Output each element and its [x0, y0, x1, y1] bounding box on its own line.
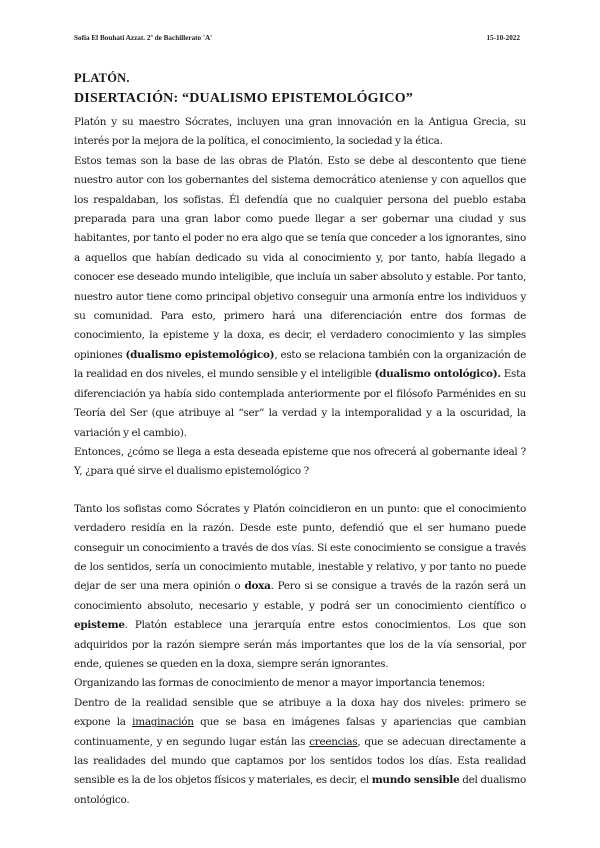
paragraph-sensible-text-2: que se basa en imágenes falsas y apariencias que cambian continuamente, y en segundo lugar están las [74, 716, 527, 748]
term-creencias: creencias [309, 735, 358, 748]
term-mundo-sensible: mundo sensible [371, 774, 460, 787]
paragraph-knowledge [74, 500, 526, 675]
paragraph-questions: Entonces, ¿cómo se llega a esta deseada episteme que nos ofrecerá al gobernante ideal ? Y, ¿para qué sirve el dualismo epistemológico ? [74, 445, 526, 478]
essay-body [74, 113, 526, 810]
paragraph-background-text-1: Estos temas son la base de las obras de Platón. Esto se debe al descontento que tiene nuestro autor con los gobernantes del sistema democrático ateniense y con aquellos que los respaldaban, los sofistas. Él defendía que no cualquier persona del pueblo estaba preparada para una gran labor como puede llegar a ser gobernar una ciudad y sus habitantes, por tanto el poder no era algo que se tenía que conceder a los ignorantes, sino a aquellos que habían dedicado su vida al conocimiento y, por tanto, había llegado a conocer ese deseado mundo inteligible, que incluía un saber absoluto y estable. Por tanto, nuestro autor tiene como principal objetivo conseguir una armonía entre los individuos y su comunidad. Para esto, primero hará una diferenciación entre dos formas de conocimiento, la episteme y la doxa, es decir, el verdadero conocimiento y las simples opiniones [74, 154, 526, 361]
paragraph-sensible-text-4: del dualismo ontológico. [74, 774, 526, 806]
paragraph-gap [74, 482, 526, 500]
paragraph-background [74, 152, 526, 443]
paragraph-background-text-2: , esto se relaciona también con la organización de la realidad en dos niveles, el mundo sensible y el inteligible [74, 348, 526, 381]
essay-title: DISERTACIÓN: “DUALISMO EPISTEMOLÓGICO” [74, 91, 414, 106]
term-dualismo-ontologico: (dualismo ontológico). [374, 368, 501, 381]
header-date: 15-10-2022 [486, 34, 520, 42]
paragraph-background-text-3: Esta diferenciación ya había sido contemplada anteriormente por el filósofo Parménides en su Teoría del Ser (que atribuye al “ser” la verdad y la intemporalidad y a la oscuridad, la variación y el cambio). [74, 368, 526, 439]
topic-title: PLATÓN. [74, 71, 130, 85]
header-author: Sofía El Bouhati Azzat. 2º de Bachillerato 'A' [74, 34, 213, 42]
paragraph-sensible [74, 694, 526, 810]
paragraph-sensible-text-1: Dentro de la realidad sensible que se atribuye a la doxa hay dos niveles: primero se expone la [74, 696, 526, 729]
term-dualismo-epistemologico: (dualismo epistemológico) [125, 348, 275, 361]
term-imaginacion: imaginación [132, 716, 194, 729]
paragraph-sensible-text-3: , que se adecuan directamente a las realidades del mundo que captamos por los sentidos todos los días. Esta realidad sensible es la de los objetos físicos y materiales, es decir, el [74, 735, 526, 787]
term-episteme: episteme [74, 619, 125, 632]
paragraph-knowledge-text-3: . Platón establece una jerarquía entre estos conocimientos. Los que son adquiridos por la razón siempre serán más importantes que los de la vía sensorial, por ende, quienes se queden en la doxa, siempre serán ignorantes. [74, 619, 526, 670]
paragraph-knowledge-text-1: Tanto los sofistas como Sócrates y Platón coincidieron en un punto: que el conocimiento verdadero residía en la razón. Desde este punto, defendió que el ser humano puede conseguir un conocimiento a través de dos vías. Si este conocimiento se consigue a través de los sentidos, sería un conocimiento mutable, inestable y relativo, y por tanto no puede dejar de ser una mera opinión o [74, 502, 526, 593]
paragraph-intro: Platón y su maestro Sócrates, incluyen una gran innovación en la Antigua Grecia, su interés por la mejora de la política, el conocimiento, la sociedad y la ética. [74, 116, 526, 148]
term-doxa: doxa [244, 580, 271, 593]
paragraph-knowledge-text-2: . Pero si se consigue a través de la razón será un conocimiento absoluto, necesario y estable, y podrá ser un conocimiento científico o [74, 580, 526, 612]
paragraph-ordering: Organizando las formas de conocimiento de menor a mayor importancia tenemos: [74, 677, 485, 690]
